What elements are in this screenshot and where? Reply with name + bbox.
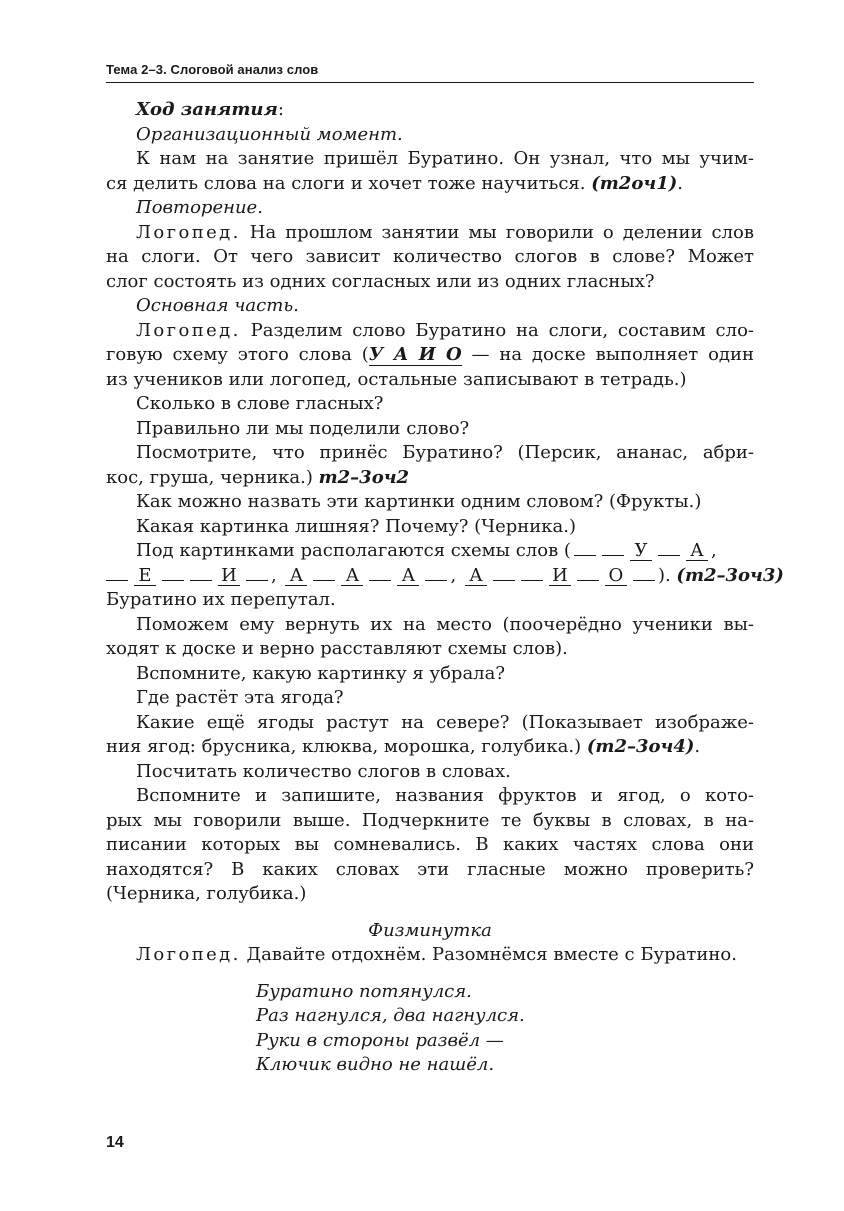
paragraph-line: находятся? В каких словах эти гласные можно проверить?: [106, 858, 754, 880]
poem-line: Руки в стороны развёл —: [256, 1029, 504, 1051]
exercise-code: (т2оч1): [591, 172, 678, 194]
paragraph-line: на слоги. От чего зависит количество слогов в слове? Может: [106, 246, 754, 267]
paragraph-line: Посмотрите, что принёс Буратино? (Персик, ананас, абри-: [136, 442, 754, 463]
page-number: 14: [106, 1134, 124, 1151]
poem-line: Буратино потянулся.: [256, 980, 472, 1002]
scheme-letter: А: [465, 566, 487, 586]
paragraph-line: ходят к доске и верно расставляют схемы слов).: [106, 638, 568, 659]
paragraph-line: Логопед. Разделим слово Буратино на слоги, составим сло-: [136, 319, 754, 341]
lesson-heading: Ход занятия:: [136, 99, 284, 120]
paragraph-line: Поможем ему вернуть их на место (поочерёдно ученики вы-: [136, 613, 754, 635]
scheme-slot: [246, 580, 268, 581]
paragraph-line: Посчитать количество слогов в словах.: [136, 760, 511, 782]
exercise-code: (т2–3оч3): [676, 564, 784, 586]
scheme-slot: [369, 580, 391, 581]
scheme-slot: [106, 580, 128, 581]
paragraph-line: ния ягод: брусника, клюква, морошка, голубика.) (т2–3оч4).: [106, 736, 701, 757]
fizminutka-title: Физминутка: [368, 919, 492, 941]
paragraph-line: Буратино их перепутал.: [106, 589, 336, 610]
paragraph-line: Какая картинка лишняя? Почему? (Черника.): [136, 515, 577, 537]
scheme-slot: [574, 555, 596, 556]
poem-line: Раз нагнулся, два нагнулся.: [256, 1005, 525, 1026]
scheme-letter: А: [397, 566, 419, 586]
scheme-slot: [313, 580, 335, 581]
exercise-code: т2–3оч2: [318, 466, 410, 488]
exercise-code: (т2–3оч4): [586, 736, 695, 757]
paragraph-line: Логопед. На прошлом занятии мы говорили о делении слов: [136, 221, 754, 243]
scheme-line-2: Е И , А А А , А И О ). (т2–3оч3): [106, 564, 754, 589]
poem-line: Ключик видно не нашёл.: [256, 1054, 495, 1075]
running-header: Тема 2–3. Слоговой анализ слов: [106, 62, 754, 83]
page-body: [106, 98, 784, 1078]
paragraph-line: Как можно назвать эти картинки одним словом? (Фрукты.): [136, 491, 702, 512]
speaker-label: Логопед.: [136, 221, 241, 243]
paragraph-line: Вспомните и запишите, названия фруктов и ягод, о кото-: [136, 785, 754, 806]
scheme-slot: [633, 580, 655, 581]
scheme-slot: [493, 580, 515, 581]
paragraph-line: Логопед. Давайте отдохнём. Разомнёмся вместе с Буратино.: [136, 944, 737, 965]
paragraph-line: из учеников или логопед, остальные записывают в тетрадь.): [106, 368, 687, 390]
scheme-letter: И: [549, 566, 571, 586]
scheme-letter: О: [605, 566, 627, 586]
paragraph-line: слог состоять из одних согласных или из одних гласных?: [106, 270, 655, 292]
scheme-line-1: Под картинками располагаются схемы слов ( У А ,: [136, 540, 717, 561]
paragraph-line: кос, груша, черника.) т2–3оч2: [106, 466, 410, 488]
scheme-letter: У: [630, 541, 652, 561]
speaker-label: Логопед.: [136, 319, 241, 341]
scheme-letter: А: [686, 541, 708, 561]
section-main-part: Основная часть.: [136, 295, 299, 316]
paragraph-line: К нам на занятие пришёл Буратино. Он узнал, что мы учим-: [136, 148, 754, 169]
scheme-slot: [521, 580, 543, 581]
scheme-slot: [162, 580, 184, 581]
scheme-letter: А: [341, 566, 363, 586]
scheme-letter: Е: [134, 566, 156, 586]
speaker-label: Логопед.: [136, 944, 241, 965]
paragraph-line: Правильно ли мы поделили слово?: [136, 417, 470, 439]
paragraph-line: Сколько в слове гласных?: [136, 393, 384, 414]
scheme-letter: А: [285, 566, 307, 586]
section-review: Повторение.: [136, 197, 263, 218]
paragraph-line: ся делить слова на слоги и хочет тоже научиться. (т2оч1).: [106, 172, 683, 194]
paragraph-line: Вспомните, какую картинку я убрала?: [136, 662, 505, 684]
scheme-letter: И: [218, 566, 240, 586]
scheme-slot: [190, 580, 212, 581]
paragraph-line: писании которых вы сомневались. В каких частях слова они: [106, 834, 754, 855]
paragraph-line: Какие ещё ягоды растут на севере? (Показывает изображе-: [136, 711, 754, 733]
scheme-slot: [425, 580, 447, 581]
syllable-scheme: У А И О: [368, 344, 462, 365]
paragraph-line: (Черника, голубика.): [106, 883, 307, 904]
scheme-slot: [602, 555, 624, 556]
paragraph-line: говую схему этого слова (У А И О — на доске выполняет один: [106, 344, 754, 365]
section-org-moment: Организационный момент.: [136, 123, 403, 145]
paragraph-line: Где растёт эта ягода?: [136, 687, 344, 708]
scheme-slot: [577, 580, 599, 581]
paragraph-line: рых мы говорили выше. Подчеркните те буквы в словах, в на-: [106, 809, 754, 831]
scheme-slot: [658, 555, 680, 556]
